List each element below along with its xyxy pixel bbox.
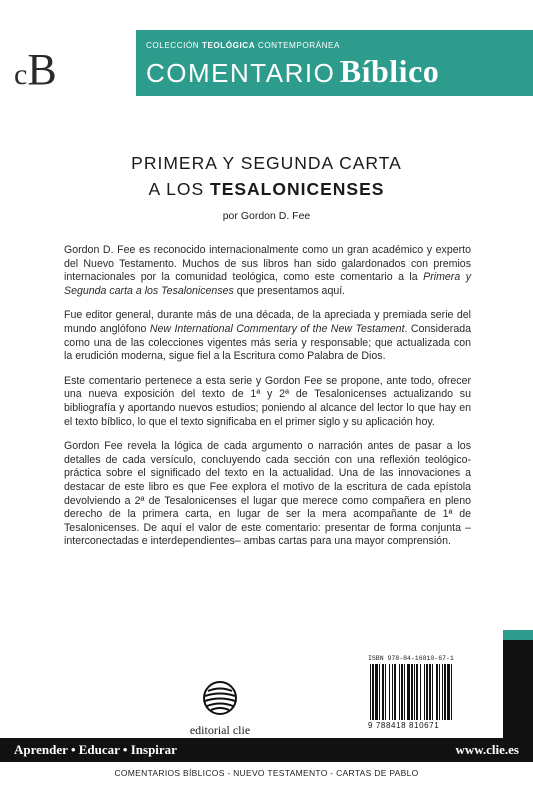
publisher-name: editorial clie [189,723,251,737]
paragraph-1-text-b: que presentamos aquí. [233,284,346,297]
publisher-logo [180,680,260,738]
barcode-bar [404,664,405,720]
barcode-bar [432,664,433,720]
footer-website: www.clie.es [455,742,519,757]
coleccion-bold: TEOLÓGICA [201,41,256,50]
coleccion-suffix: CONTEMPORÁNEA [255,41,340,50]
paragraph-2-text-a: Fue editor general, durante más de una década, de la apreciada y premiada serie del mundo anglófono [64,309,471,335]
cb-logo [14,44,114,95]
author-prefix: por [222,210,241,222]
description [64,244,471,560]
paragraph-2-text-b: . Considerada como una de las colecciones vigentes más seria y responsable; que actualizada con la erudición moderna, sigue fiel a la Escritura como Palabra de Dios. [64,322,471,363]
barcode-bar [392,664,393,720]
paragraph-3: Este comentario pertenece a esta serie y Gordon Fee se propone, ante todo, ofrecer una nueva exposición del texto de 1ª y 2ª de Tesalonicenses actualizando su bibliografía y aportando nuevos estudios; poniendo al alcance del lector lo que hay en el texto bíblico, lo que el texto significaba en el primer siglo y su aplicación hoy. [64,374,471,428]
barcode-bar [370,664,371,720]
author-line [0,210,533,222]
footer-motto: Aprender • Educar • Inspirar [14,742,177,757]
barcode-bar [372,664,374,720]
series-title [146,53,439,90]
barcode-bar [429,664,431,720]
barcode-bar [439,664,440,720]
book-title-line2 [0,176,533,202]
barcode-bar [401,664,403,720]
barcode-bar [382,664,384,720]
barcode-bar [414,664,415,720]
footer-bar [0,738,533,762]
barcode-bar [407,664,410,720]
barcode-bar [399,664,400,720]
barcode-bar [420,664,421,720]
side-accent-black [503,640,533,746]
paragraph-4: Gordon Fee revela la lógica de cada argumento o narración antes de pasar a los detalles de cada versículo, concluyendo cada sección con una reflexión teológico-práctica sobre el significado del texto en la actualidad. Una de las innovaciones a destacar de este libro es que Fee explora el motivo de la escritura de cada epístola devolviendo a 2ª de Tesalonicenses el lugar que merece como compañera en pleno derecho de la primera carta, en lugar de ser la mera acompañante de 1ª de Tesalonicenses. De aquí el valor de este comentario: presentar de forma conjunta –interconectadas e interdependientes– ambas cartas para una mayor comprensión. [64,440,471,548]
paragraph-1-italic: Primera y Segunda carta a los Tesalonicenses [64,271,471,297]
logo-c: c [14,58,28,91]
series-comentario: COMENTARIO [146,58,336,88]
barcode-bar [416,664,418,720]
barcode-bar [444,664,446,720]
barcode-bar [426,664,428,720]
barcode-bar [385,664,386,720]
barcode-bar [436,664,438,720]
barcode-bar [411,664,413,720]
logo-b: B [27,45,57,94]
barcode-digits: 9 788418 810671 [368,721,440,730]
globe-icon [202,680,238,716]
barcode-bar [394,664,396,720]
paragraph-2 [64,309,471,363]
barcode [368,664,492,720]
barcode-bar [375,664,378,720]
series-biblico: Bíblico [339,53,440,89]
paragraph-1 [64,244,471,298]
barcode-bar [424,664,425,720]
book-title [0,150,533,202]
paragraph-2-italic: New International Commentary of the New Testament [149,322,405,335]
barcode-bar [451,664,452,720]
header-band [136,30,533,96]
category-line: COMENTARIOS BÍBLICOS - NUEVO TESTAMENTO - CARTAS DE PABLO [114,768,419,778]
barcode-bar [447,664,450,720]
barcode-box [360,650,500,738]
coleccion-label [146,41,340,50]
coleccion-prefix: COLECCIÓN [146,41,202,50]
isbn-label: ISBN 978-84-16810-67-1 [368,655,454,662]
author-name: Gordon D. Fee [240,210,311,222]
book-title-line1: PRIMERA Y SEGUNDA CARTA [131,153,402,173]
barcode-bar [389,664,390,720]
barcode-bar [442,664,443,720]
book-title-prefix: A LOS [148,179,210,199]
barcode-bar [379,664,380,720]
paragraph-1-text-a: Gordon D. Fee es reconocido internacionalmente como un gran académico y experto del Nuevo Testamento. Muchos de sus libros han sido galardonados con premios internacionales por la comunidad teológica, como este comentario a la [64,244,471,284]
book-title-bold: TESALONICENSES [210,179,385,199]
